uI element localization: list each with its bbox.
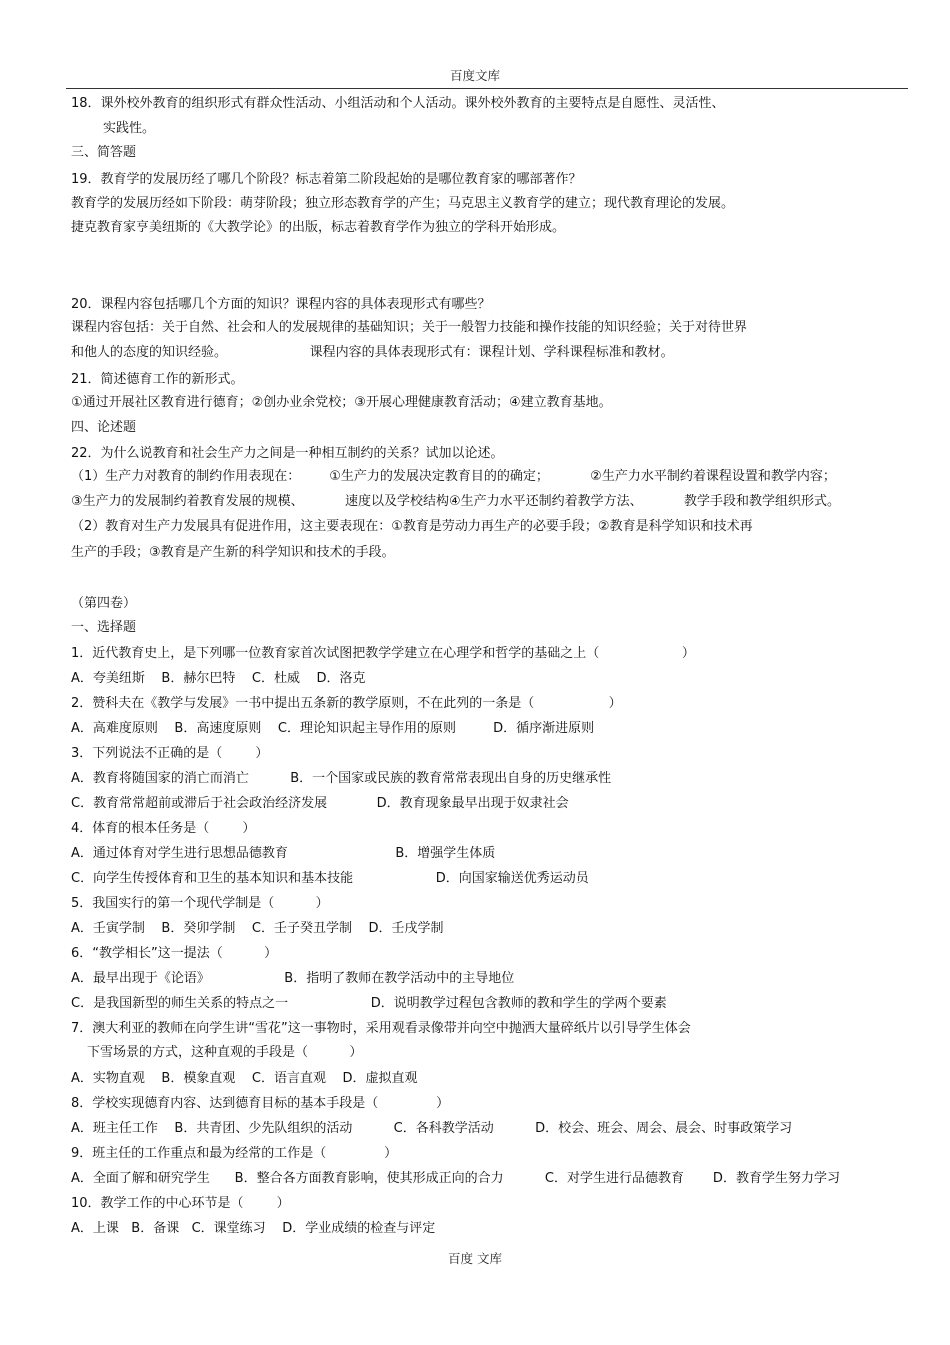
volume-title: （第四卷） [71,596,137,611]
answer-line: 捷克教育家亨美纽斯的《大教学论》的出版，标志着教育学作为独立的学科开始形成。 [71,220,566,235]
text-line: 18．课外校外教育的组织形式有群众性活动、小组活动和个人活动。课外校外教育的主要特点是自愿性、灵活性、 [71,96,725,111]
question: 9．班主任的工作重点和最为经常的工作是（ ） [71,1146,398,1161]
options: A．教育将随国家的消亡而消亡 B．一个国家或民族的教育常常表现出自身的历史继承性 [71,771,612,786]
question: 10．教学工作的中心环节是（ ） [71,1196,290,1211]
options: A．高难度原则 B．高速度原则 C．理论知识起主导作用的原则 D．循序渐进原则 [71,721,595,736]
question: 下雪场景的方式，这种直观的手段是（ ） [87,1045,363,1060]
question: 8．学校实现德育内容、达到德育目标的基本手段是（ ） [71,1096,450,1111]
page-footer: 百度 文库 [448,1251,502,1266]
options: C．是我国新型的师生关系的特点之一 D．说明教学过程包含教师的教和学生的学两个要素 [71,996,667,1011]
options: A．全面了解和研究学生 B．整合各方面教育影响，使其形成正向的合力 C．对学生进行品德教育 D．教育学生努力学习 [71,1171,840,1186]
text-line: 实践性。 [103,121,156,136]
options: A．壬寅学制 B．癸卯学制 C．壬子癸丑学制 D．壬戌学制 [71,921,444,936]
question: 6．“教学相长”这一提法（ ） [71,946,278,961]
answer-line: 和他人的态度的知识经验。 课程内容的具体表现形式有：课程计划、学科课程标准和教材。 [71,345,674,360]
header-rule [66,88,908,89]
answer-line: 课程内容包括：关于自然、社会和人的发展规律的基础知识；关于一般智力技能和操作技能的知识经验；关于对待世界 [71,320,748,335]
question: 7．澳大利亚的教师在向学生讲“雪花”这一事物时，采用观看录像带并向空中抛洒大量碎纸片以引导学生体会 [71,1021,691,1036]
answer-line: ①通过开展社区教育进行德育；②创办业余党校；③开展心理健康教育活动；④建立教育基地。 [71,395,612,410]
answer-line: （2）教育对生产力发展具有促进作用，这主要表现在：①教育是劳动力再生产的必要手段；②教育是科学知识和技术再 [71,519,753,534]
question: 21．简述德育工作的新形式。 [71,372,244,387]
question: 4．体育的根本任务是（ ） [71,821,256,836]
question: 5．我国实行的第一个现代学制是（ ） [71,896,329,911]
question: 3．下列说法不正确的是（ ） [71,746,269,761]
section-heading: 一、选择题 [71,620,137,635]
options: A．夸美纽斯 B．赫尔巴特 C．杜威 D．洛克 [71,671,366,686]
question: 22．为什么说教育和社会生产力之间是一种相互制约的关系？试加以论述。 [71,446,504,461]
question: 2．赞科夫在《教学与发展》一书中提出五条新的教学原则，不在此列的一条是（ ） [71,696,622,711]
question: 1．近代教育史上，是下列哪一位教育家首次试图把教学学建立在心理学和哲学的基础之上（ ） [71,646,695,661]
options: A．班主任工作 B．共青团、少先队组织的活动 C．各科教学活动 D．校会、班会、周会、晨会、时事政策学习 [71,1121,793,1136]
options: A．通过体育对学生进行思想品德教育 B．增强学生体质 [71,846,496,861]
question: 19．教育学的发展历经了哪几个阶段？标志着第二阶段起始的是哪位教育家的哪部著作？ [71,172,582,187]
section-heading: 三、简答题 [71,145,137,160]
options: C．向学生传授体育和卫生的基本知识和基本技能 D．向国家输送优秀运动员 [71,871,589,886]
answer-line: 生产的手段；③教育是产生新的科学知识和技术的手段。 [71,545,395,560]
answer-line: ③生产力的发展制约着教育发展的规模、 速度以及学校结构④生产力水平还制约着教学方法、 教学手段和教学组织形式。 [71,494,840,509]
options: A．实物直观 B．模象直观 C．语言直观 D．虚拟直观 [71,1071,418,1086]
section-heading: 四、论述题 [71,420,137,435]
options: C．教育常常超前或滞后于社会政治经济发展 D．教育现象最早出现于奴隶社会 [71,796,569,811]
page-header: 百度文库 [449,68,500,83]
question: 20．课程内容包括哪几个方面的知识？课程内容的具体表现形式有哪些？ [71,297,491,312]
options: A．上课 B．备课 C．课堂练习 D．学业成绩的检查与评定 [71,1221,436,1236]
options: A．最早出现于《论语》 B．指明了教师在教学活动中的主导地位 [71,971,515,986]
answer-line: 教育学的发展历经如下阶段：萌芽阶段；独立形态教育学的产生；马克思主义教育学的建立；现代教育理论的发展。 [71,196,735,211]
answer-line: （1）生产力对教育的制约作用表现在： ①生产力的发展决定教育目的的确定； ②生产力水平制约着课程设置和教学内容； [71,469,836,484]
